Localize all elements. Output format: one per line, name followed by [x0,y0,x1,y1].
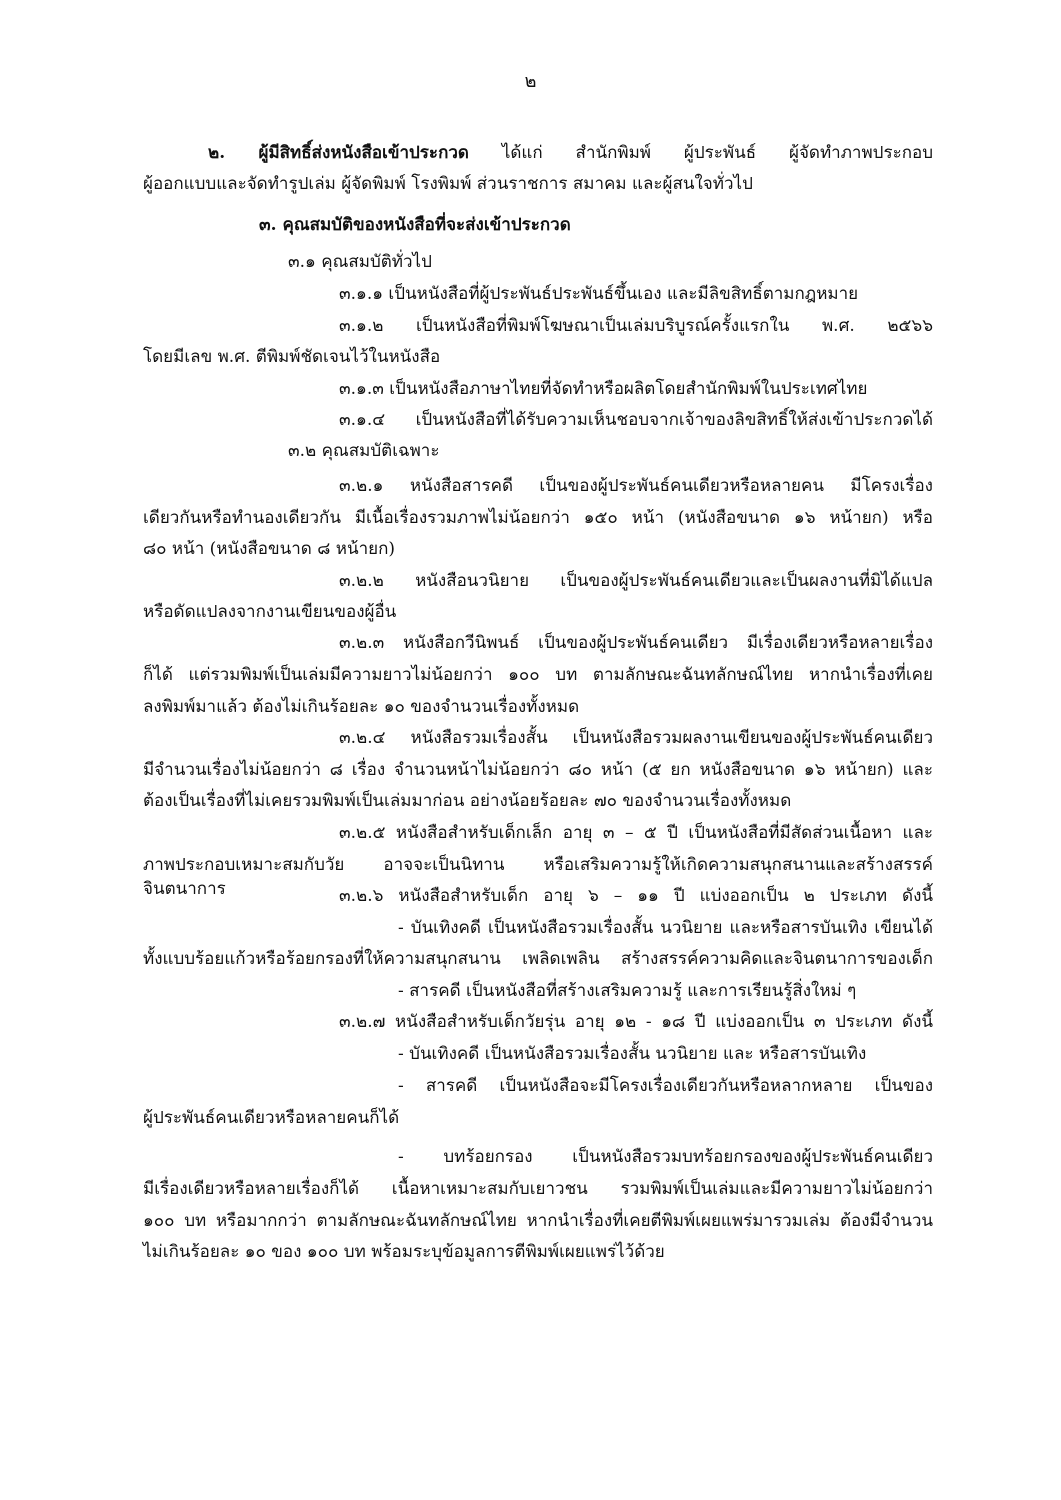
item-3-1-4: ๓.๑.๔ เป็นหนังสือที่ได้รับความเห็นชอบจากเจ้าของลิขสิทธิ์ให้ส่งเข้าประกวดได้ [339,410,933,430]
item-3-2-7-poetry-line-2: มีเรื่องเดียวหรือหลายเรื่องก็ได้ เนื้อหาเหมาะสมกับเยาวชน รวมพิมพ์เป็นเล่มและมีความยาวไม่น้อยกว่า [143,1179,933,1199]
item-3-1-1: ๓.๑.๑ เป็นหนังสือที่ผู้ประพันธ์ประพันธ์ขึ้นเอง และมีลิขสิทธิ์ตามกฎหมาย [339,284,859,304]
section-3-heading: ๓. คุณสมบัติของหนังสือที่จะส่งเข้าประกวด [259,215,571,235]
item-3-2-7-fiction: - บันเทิงคดี เป็นหนังสือรวมเรื่องสั้น นวนิยาย และ หรือสารบันเทิง [398,1044,867,1064]
item-3-2-7-poetry-line-4: ไม่เกินร้อยละ ๑๐ ของ ๑๐๐ บท พร้อมระบุข้อมูลการตีพิมพ์เผยแพร่ไว้ด้วย [143,1242,665,1262]
item-3-2-2-line-2: หรือดัดแปลงจากงานเขียนของผู้อื่น [143,602,397,622]
section-2-line-2: ผู้ออกแบบและจัดทำรูปเล่ม ผู้จัดพิมพ์ โรงพิมพ์ ส่วนราชการ สมาคม และผู้สนใจทั่วไป [143,174,753,194]
item-3-2-2-line-1: ๓.๒.๒ หนังสือนวนิยาย เป็นของผู้ประพันธ์คนเดียวและเป็นผลงานที่มิได้แปล [339,571,933,591]
item-3-2-1-line-2: เดียวกันหรือทำนองเดียวกัน มีเนื้อเรื่องรวมภาพไม่น้อยกว่า ๑๕๐ หน้า (หนังสือขนาด ๑๖ หน้ายก) หรือ [143,508,933,528]
section-2-line-1-rest: ได้แก่ สำนักพิมพ์ ผู้ประพันธ์ ผู้จัดทำภาพประกอบ [501,143,934,163]
item-3-2-3-line-2: ก็ได้ แต่รวมพิมพ์เป็นเล่มมีความยาวไม่น้อยกว่า ๑๐๐ บท ตามลักษณะฉันทลักษณ์ไทย หากนำเรื่องที่เคย [143,665,933,685]
page-number: ๒ [524,71,537,92]
item-3-2-6: ๓.๒.๖ หนังสือสำหรับเด็ก อายุ ๖ – ๑๑ ปี แบ่งออกเป็น ๒ ประเภท ดังนี้ [339,886,933,906]
item-3-2-1-line-3: ๘๐ หน้า (หนังสือขนาด ๘ หน้ายก) [143,539,396,559]
item-3-2-6-fiction-line-2: ทั้งแบบร้อยแก้วหรือร้อยกรองที่ให้ความสนุกสนาน เพลิดเพลิน สร้างสรรค์ความคิดและจินตนาการของเด็ก [143,949,933,969]
item-3-2-5-line-2: ภาพประกอบเหมาะสมกับวัย อาจจะเป็นนิทาน หรือเสริมความรู้ให้เกิดความสนุกสนานและสร้างสรรค์จินตนาการ [143,855,933,899]
item-3-1-3: ๓.๑.๓ เป็นหนังสือภาษาไทยที่จัดทำหรือผลิตโดยสำนักพิมพ์ในประเทศไทย [339,379,868,399]
item-3-2-7-nonfiction-line-2: ผู้ประพันธ์คนเดียวหรือหลายคนก็ได้ [143,1108,400,1128]
subsection-3-1: ๓.๑ คุณสมบัติทั่วไป [288,252,432,272]
item-3-2-7-poetry-line-1: - บทร้อยกรอง เป็นหนังสือรวมบทร้อยกรองของผู้ประพันธ์คนเดียว [398,1147,933,1167]
section-2-heading: ๒. ผู้มีสิทธิ์ส่งหนังสือเข้าประกวด [208,143,469,163]
item-3-1-2-line-2: โดยมีเลข พ.ศ. ตีพิมพ์ชัดเจนไว้ในหนังสือ [143,347,441,367]
item-3-2-6-fiction-line-1: - บันเทิงคดี เป็นหนังสือรวมเรื่องสั้น นวนิยาย และหรือสารบันเทิง เขียนได้ [398,918,933,938]
item-3-2-4-line-3: ต้องเป็นเรื่องที่ไม่เคยรวมพิมพ์เป็นเล่มมาก่อน อย่างน้อยร้อยละ ๗๐ ของจำนวนเรื่องทั้งหมด [143,791,792,811]
subsection-3-2: ๓.๒ คุณสมบัติเฉพาะ [288,441,440,461]
item-3-2-6-nonfiction: - สารคดี เป็นหนังสือที่สร้างเสริมความรู้ และการเรียนรู้สิ่งใหม่ ๆ [398,981,857,1001]
item-3-1-2-line-1: ๓.๑.๒ เป็นหนังสือที่พิมพ์โฆษณาเป็นเล่มบริบูรณ์ครั้งแรกใน พ.ศ. ๒๕๖๖ [339,316,933,336]
item-3-2-1-line-1: ๓.๒.๑ หนังสือสารคดี เป็นของผู้ประพันธ์คนเดียวหรือหลายคน มีโครงเรื่อง [339,476,933,496]
item-3-2-4-line-2: มีจำนวนเรื่องไม่น้อยกว่า ๘ เรื่อง จำนวนหน้าไม่น้อยกว่า ๘๐ หน้า (๕ ยก หนังสือขนาด ๑๖ หน้ายก) และ [143,760,933,780]
item-3-2-3-line-3: ลงพิมพ์มาแล้ว ต้องไม่เกินร้อยละ ๑๐ ของจำนวนเรื่องทั้งหมด [143,697,580,717]
item-3-2-7: ๓.๒.๗ หนังสือสำหรับเด็กวัยรุ่น อายุ ๑๒ - ๑๘ ปี แบ่งออกเป็น ๓ ประเภท ดังนี้ [339,1012,933,1032]
item-3-2-3-line-1: ๓.๒.๓ หนังสือกวีนิพนธ์ เป็นของผู้ประพันธ์คนเดียว มีเรื่องเดียวหรือหลายเรื่อง [339,633,933,653]
item-3-2-4-line-1: ๓.๒.๔ หนังสือรวมเรื่องสั้น เป็นหนังสือรวมผลงานเขียนของผู้ประพันธ์คนเดียว [339,728,933,748]
item-3-2-7-poetry-line-3: ๑๐๐ บท หรือมากกว่า ตามลักษณะฉันทลักษณ์ไทย หากนำเรื่องที่เคยตีพิมพ์เผยแพร่มารวมเล่ม ต้องมีจำนวน [143,1211,933,1231]
section-2-line-1 [208,141,933,165]
item-3-2-7-nonfiction-line-1: - สารคดี เป็นหนังสือจะมีโครงเรื่องเดียวกันหรือหลากหลาย เป็นของ [398,1076,933,1096]
item-3-2-5-line-1: ๓.๒.๕ หนังสือสำหรับเด็กเล็ก อายุ ๓ – ๕ ปี เป็นหนังสือที่มีสัดส่วนเนื้อหา และ [339,823,933,843]
